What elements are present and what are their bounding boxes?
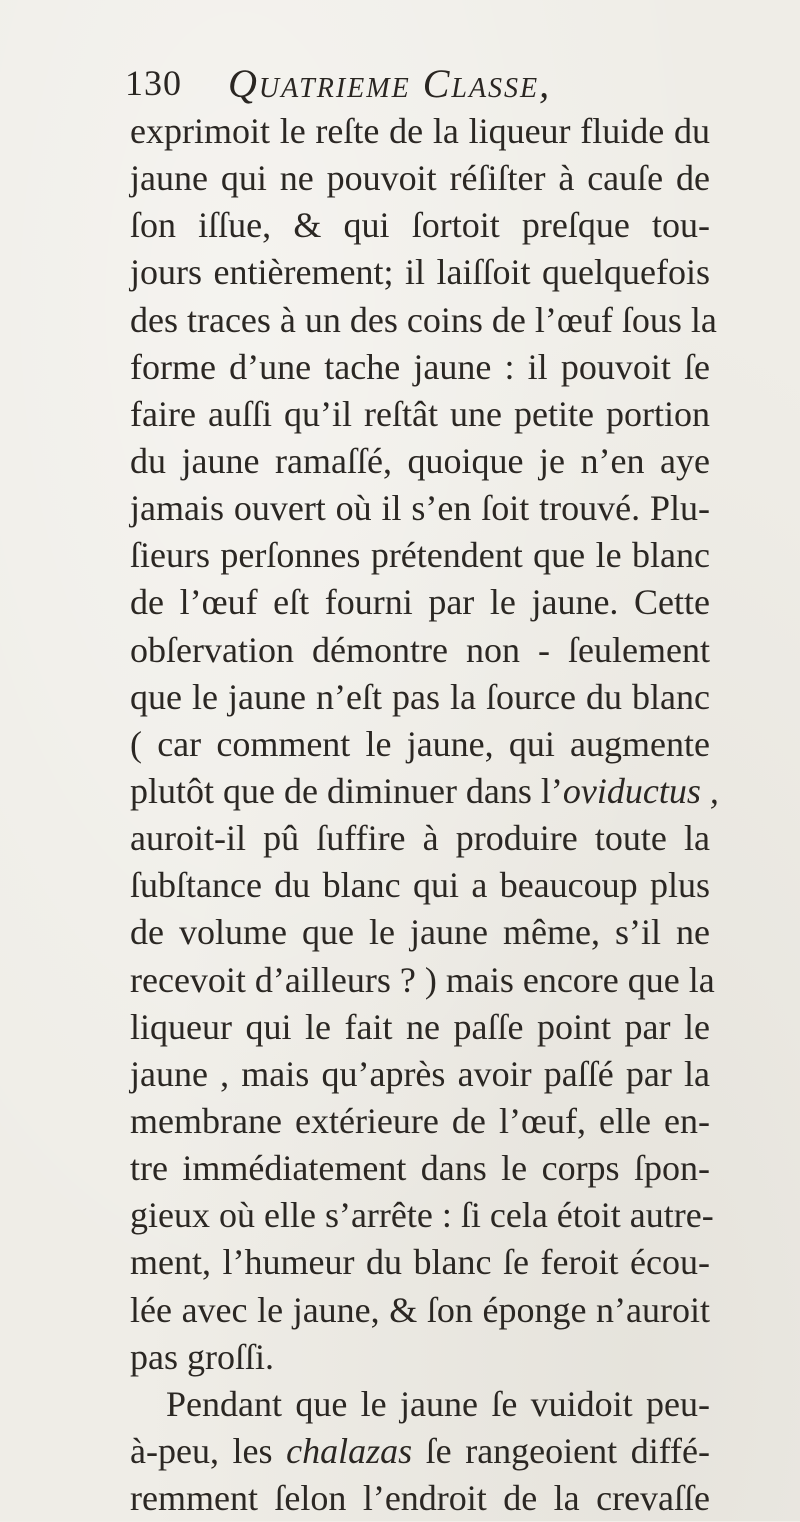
text-run: à-peu, les [130, 1430, 287, 1471]
text-line: tre immédiatement dans le corps ſpon- [130, 1148, 710, 1189]
body-text [130, 108, 719, 1522]
italic-term-oviductus: oviductus , [562, 770, 719, 811]
paragraph-start-line: Pendant que le jaune ſe vuidoit peu- [166, 1383, 710, 1424]
page-number: 130 [125, 63, 182, 103]
running-title: Quatrieme Classe, [228, 61, 552, 106]
text-line: ment, l’humeur du blanc ſe feroit écou- [130, 1242, 710, 1283]
text-line-with-italic [130, 768, 719, 815]
text-line: des traces à un des coins de l’œuf ſous la [130, 299, 717, 340]
text-line: faire auſſi qu’il reſtât une petite portion [130, 393, 710, 434]
text-line: gieux où elle s’arrête : ſi cela étoit autre- [130, 1195, 714, 1236]
text-line: jamais ouvert où il s’en ſoit trouvé. Plu- [130, 488, 710, 529]
text-line: remment ſelon l’endroit de la crevaſſe [130, 1478, 710, 1519]
text-line: pas groſſi. [130, 1336, 274, 1377]
page-header [125, 62, 685, 112]
text-line: membrane extérieure de l’œuf, elle en- [130, 1100, 710, 1141]
text-run: ſe rangeoient diffé- [412, 1430, 711, 1471]
text-line: jours entièrement; il laiſſoit quelquefois [130, 252, 710, 293]
text-line: forme d’une tache jaune : il pouvoit ſe [130, 346, 710, 387]
text-line: de l’œuf eſt fourni par le jaune. Cette [130, 582, 710, 623]
text-line: liqueur qui le fait ne paſſe point par le [130, 1006, 710, 1047]
text-line: recevoit d’ailleurs ? ) mais encore que la [130, 959, 715, 1000]
text-line: jaune , mais qu’après avoir paſſé par la [130, 1053, 710, 1094]
text-line: ſon iſſue, & qui ſortoit preſque tou- [130, 205, 710, 246]
text-line: de volume que le jaune même, s’il ne [130, 912, 710, 953]
text-line: jaune qui ne pouvoit réſiſter à cauſe de [130, 158, 710, 199]
text-line: ( car comment le jaune, qui augmente [130, 723, 710, 764]
text-line: exprimoit le reſte de la liqueur fluide du [130, 111, 710, 151]
text-run: plutôt que de diminuer dans l’ [130, 770, 563, 811]
text-line-with-italic [130, 1428, 710, 1475]
text-line: auroit-il pû ſuffire à produire toute la [130, 818, 710, 859]
text-line: ſieurs perſonnes prétendent que le blanc [130, 535, 710, 576]
text-line: lée avec le jaune, & ſon éponge n’auroit [130, 1289, 710, 1330]
text-line: que le jaune n’eſt pas la ſource du blanc [130, 676, 710, 717]
text-line: ſubſtance du blanc qui a beaucoup plus [130, 865, 710, 906]
italic-term-chalazas: chalazas [286, 1430, 413, 1471]
text-line: obſervation démontre non - ſeulement [130, 629, 710, 670]
text-line: du jaune ramaſſé, quoique je n’en aye [130, 440, 710, 481]
